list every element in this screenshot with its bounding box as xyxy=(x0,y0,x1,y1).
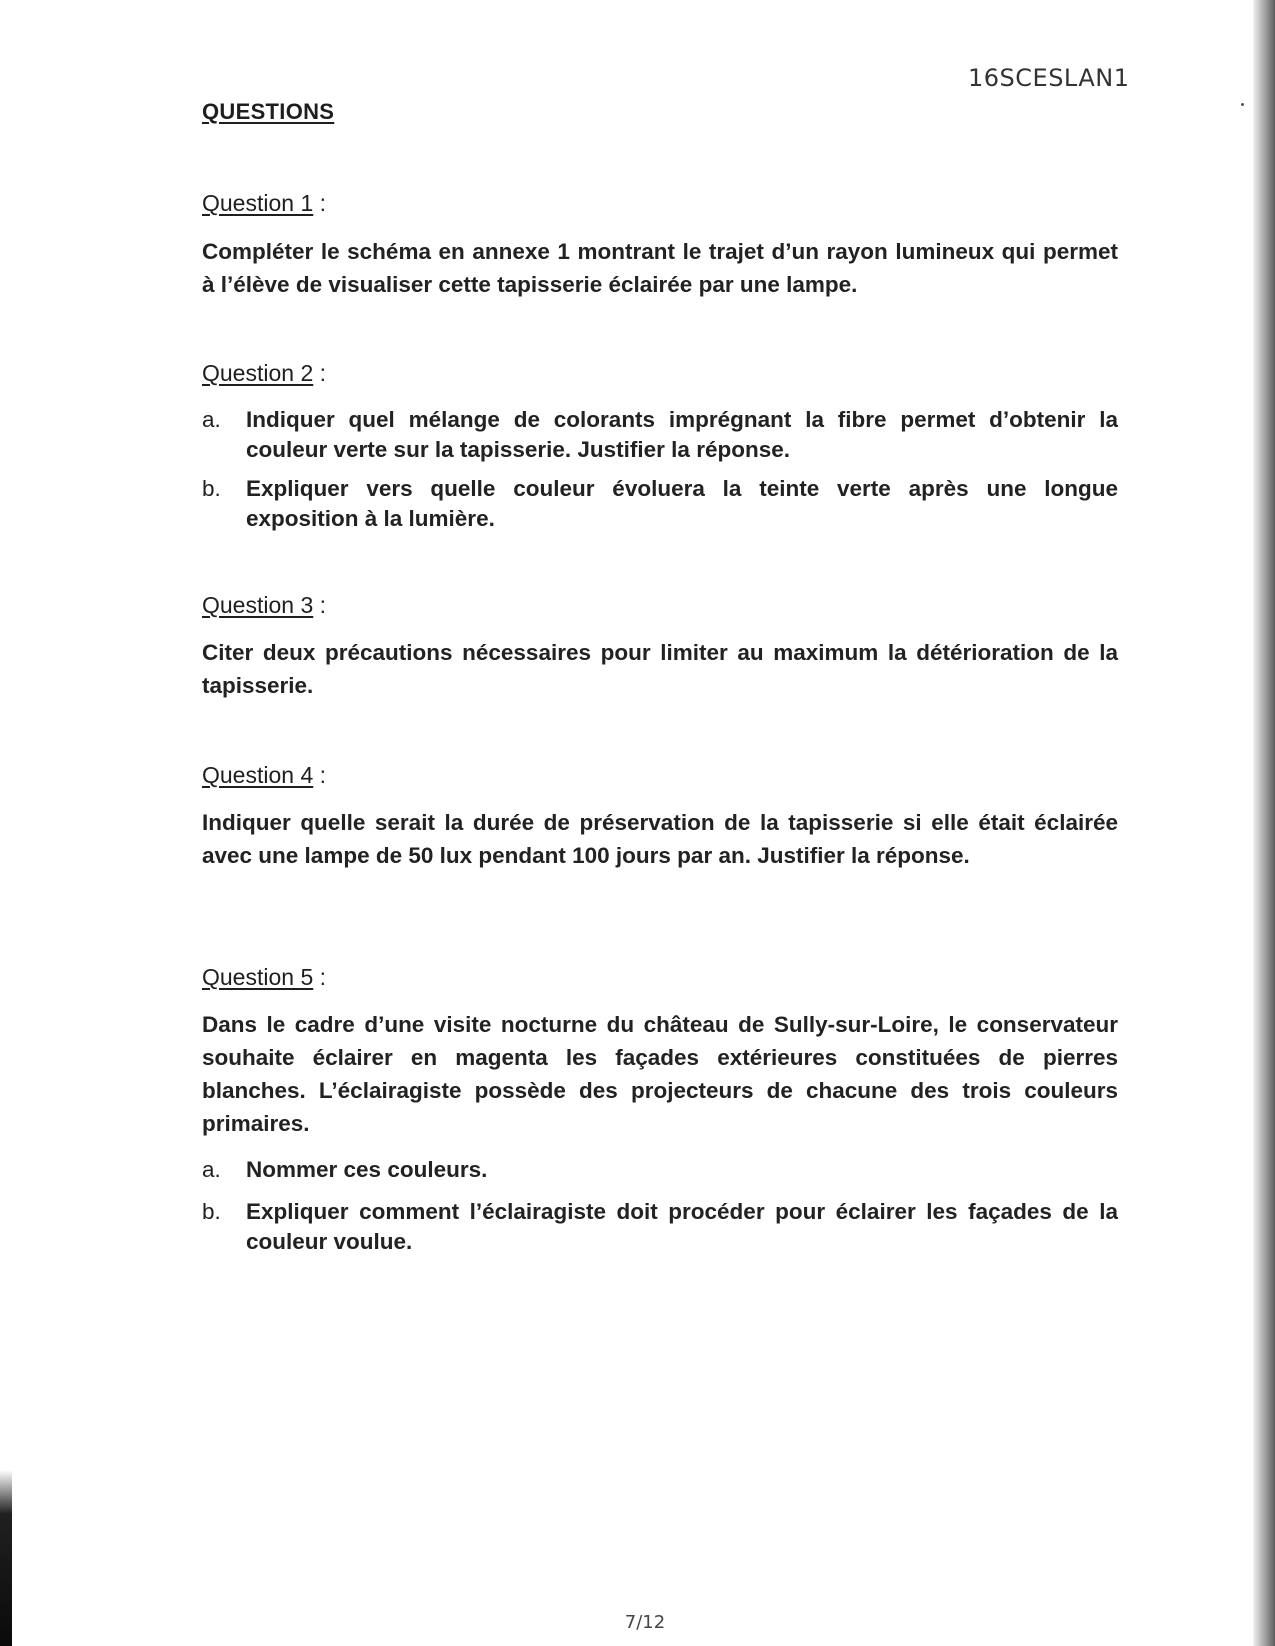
question-1-title xyxy=(202,190,326,217)
question-1-colon: : xyxy=(313,190,327,216)
question-5-label: Question 5 xyxy=(202,964,314,990)
item-marker: b. xyxy=(202,1199,221,1224)
question-5-colon: : xyxy=(313,964,327,990)
question-5-text: Dans le cadre d’une visite nocturne du château de Sully-sur-Loire, le conservateur souhaite éclairer en magenta les façades extérieures constituées de pierres blanches. L’éclairagiste possède des projecteurs de chacune des trois couleurs primaires. xyxy=(202,1012,1118,1136)
question-1-label: Question 1 xyxy=(202,190,314,216)
page-number: 7/12 xyxy=(624,1612,666,1633)
question-2-label: Question 2 xyxy=(202,360,314,386)
item-marker: a. xyxy=(202,407,221,432)
question-1-text: Compléter le schéma en annexe 1 montrant le trajet d’un rayon lumineux qui permet à l’élève de visualiser cette tapisserie éclairée par une lampe. xyxy=(202,239,1118,297)
question-2-colon: : xyxy=(313,360,327,386)
question-3-title xyxy=(202,592,326,619)
item-text: Nommer ces couleurs. xyxy=(246,1157,488,1182)
scan-shadow-left xyxy=(0,1470,12,1646)
item-text: Expliquer vers quelle couleur évoluera la teinte verte après une longue exposition à la lumière. xyxy=(246,476,1118,531)
section-title: QUESTIONS xyxy=(202,99,335,124)
item-marker: a. xyxy=(202,1157,221,1182)
question-3-label: Question 3 xyxy=(202,592,314,618)
item-text: Indiquer quel mélange de colorants imprégnant la fibre permet d’obtenir la couleur verte sur la tapisserie. Justifier la réponse. xyxy=(246,407,1118,462)
item-text: Expliquer comment l’éclairagiste doit procéder pour éclairer les façades de la couleur voulue. xyxy=(246,1199,1118,1254)
question-4-text: Indiquer quelle serait la durée de préservation de la tapisserie si elle était éclairée avec une lampe de 50 lux pendant 100 jours par an. Justifier la réponse. xyxy=(202,810,1118,868)
question-5-item-a xyxy=(202,1155,1118,1185)
question-5-item-b xyxy=(202,1197,1118,1257)
question-4-title xyxy=(202,762,326,789)
question-4-label: Question 4 xyxy=(202,762,314,788)
document-code: 16SCESLAN1 xyxy=(968,64,1130,92)
question-2-item-b xyxy=(202,474,1118,534)
scan-speck xyxy=(1241,103,1244,106)
question-3-colon: : xyxy=(313,592,327,618)
question-4-colon: : xyxy=(313,762,327,788)
question-2-title xyxy=(202,360,326,387)
question-5-title xyxy=(202,964,326,991)
scan-shadow-right xyxy=(1253,0,1275,1646)
question-3-text: Citer deux précautions nécessaires pour limiter au maximum la détérioration de la tapisserie. xyxy=(202,640,1118,698)
item-marker: b. xyxy=(202,476,221,501)
question-2-item-a xyxy=(202,405,1118,465)
